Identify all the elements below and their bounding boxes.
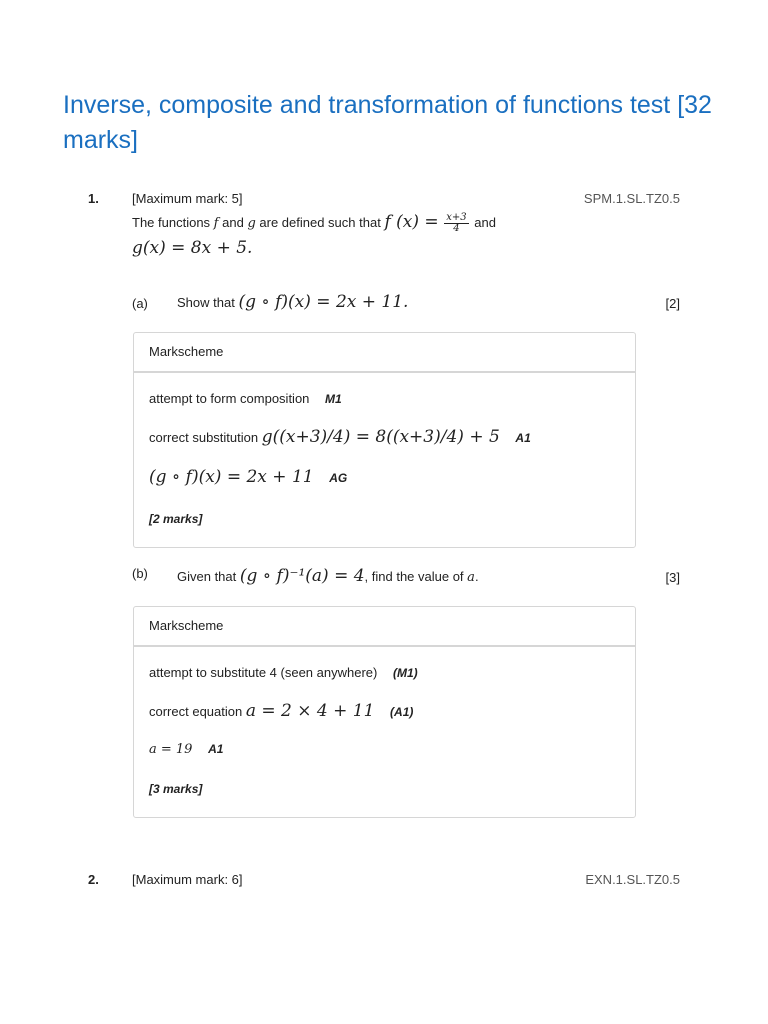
stem-and-2: and xyxy=(474,215,496,230)
part-a-prompt xyxy=(177,292,408,312)
part-a-label: (a) xyxy=(132,296,148,311)
question-stem-line1 xyxy=(132,212,496,234)
award-code: A1 xyxy=(208,742,224,756)
marks-total: [3 marks] xyxy=(149,782,203,796)
part-a-marks: [2] xyxy=(665,296,680,311)
ms-text: correct substitution xyxy=(149,430,259,445)
question-reference: SPM.1.SL.TZ0.5 xyxy=(583,191,680,206)
markscheme-b-line3 xyxy=(149,741,223,757)
max-mark: [Maximum mark: 5] xyxy=(132,191,243,206)
markscheme-b-line1 xyxy=(149,665,418,680)
markscheme-b-total xyxy=(149,781,202,796)
g-definition: g(x) = 8x + 5. xyxy=(132,238,253,258)
part-b-expression: (g ∘ f)⁻¹(a) = 4 xyxy=(239,566,365,586)
award-code: (A1) xyxy=(390,705,414,719)
markscheme-a-line2 xyxy=(149,427,531,447)
question-reference: EXN.1.SL.TZ0.5 xyxy=(585,872,680,887)
ms-text: attempt to substitute 4 (seen anywhere) xyxy=(149,665,378,680)
award-code: A1 xyxy=(515,431,531,445)
f-symbol: f xyxy=(213,216,219,231)
fraction-denominator: 4 xyxy=(453,223,460,235)
stem-and: and xyxy=(222,215,244,230)
award-code: M1 xyxy=(325,392,342,406)
part-b-label: (b) xyxy=(132,566,148,581)
g-symbol: g xyxy=(247,216,256,231)
stem-defined: are defined such that xyxy=(259,215,381,230)
ms-expression: a = 19 xyxy=(149,742,193,757)
markscheme-b xyxy=(133,606,636,818)
markscheme-a-line1 xyxy=(149,391,342,406)
part-a-text: Show that xyxy=(177,295,235,310)
part-b-text: Given that xyxy=(177,569,237,584)
marks-total: [2 marks] xyxy=(149,512,203,526)
f-definition-lhs: f (x) = xyxy=(384,212,439,232)
markscheme-b-line2 xyxy=(149,701,413,721)
award-code: (M1) xyxy=(392,666,418,680)
fraction-numerator: x+3 xyxy=(446,212,467,224)
part-a-expression: (g ∘ f)(x) = 2x + 11. xyxy=(238,292,409,312)
markscheme-a xyxy=(133,332,636,548)
ms-text: attempt to form composition xyxy=(149,391,310,406)
part-b-period: . xyxy=(474,569,479,584)
question-stem-line2 xyxy=(132,238,252,258)
f-definition-fraction xyxy=(444,213,468,234)
part-b-marks: [3] xyxy=(665,570,680,585)
markscheme-a-header[interactable]: Markscheme xyxy=(134,333,635,373)
markscheme-a-line3 xyxy=(149,467,347,487)
stem-intro: The functions xyxy=(132,215,211,230)
ms-expression: (g ∘ f)(x) = 2x + 11 xyxy=(149,467,314,487)
markscheme-b-header[interactable]: Markscheme xyxy=(134,607,635,647)
ms-expression: g((x+3)/4) = 8((x+3)/4) + 5 xyxy=(261,427,500,447)
question-number: 1. xyxy=(88,191,99,206)
part-b-var: a xyxy=(467,570,475,585)
part-b-text-after: , find the value of xyxy=(364,569,464,584)
ms-expression: a = 2 × 4 + 11 xyxy=(245,701,375,721)
markscheme-a-total xyxy=(149,511,202,526)
part-b-prompt xyxy=(177,566,479,586)
ms-text: correct equation xyxy=(149,704,243,719)
max-mark: [Maximum mark: 6] xyxy=(132,872,243,887)
award-code: AG xyxy=(329,471,348,485)
question-number: 2. xyxy=(88,872,99,887)
page-title: Inverse, composite and transformation of functions test [32 marks] xyxy=(63,91,712,154)
